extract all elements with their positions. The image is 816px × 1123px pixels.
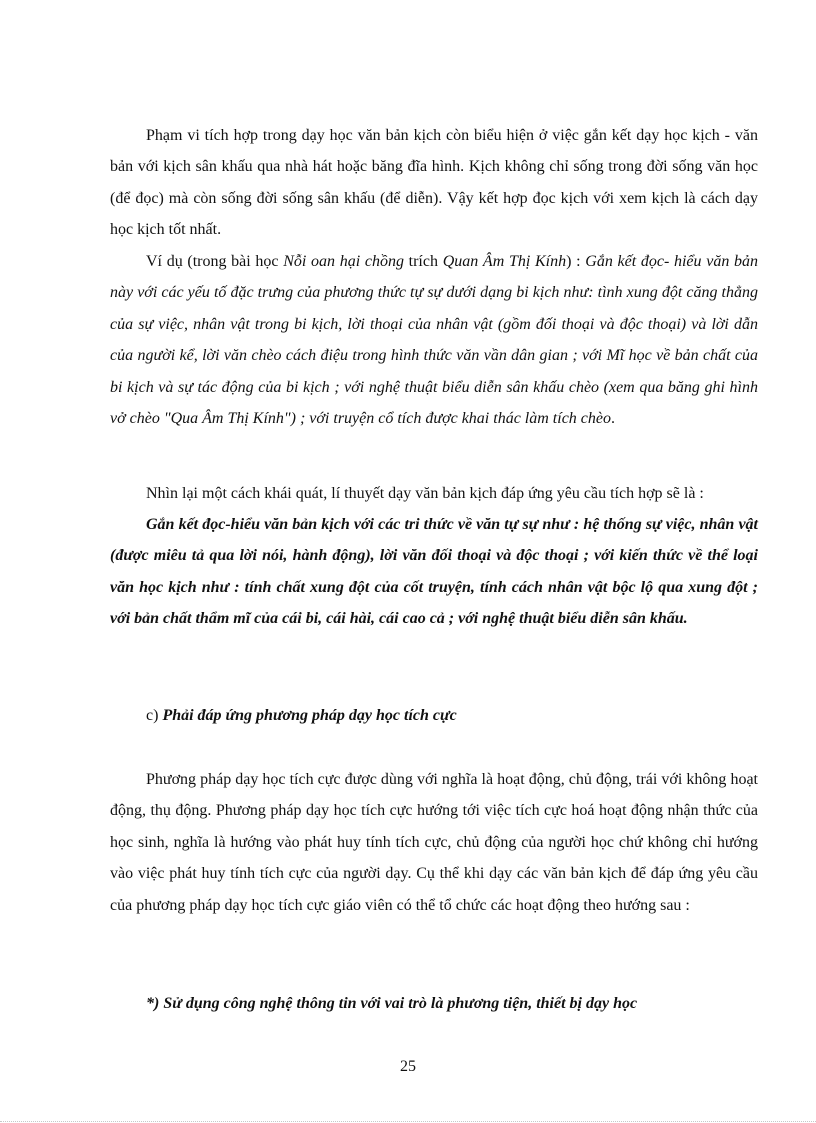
example-lead: Ví dụ (trong bài học — [146, 253, 284, 270]
example-title-quan-am: Quan Âm Thị Kính — [442, 253, 567, 270]
heading-it-usage — [146, 992, 637, 1016]
paragraph-summary-intro — [110, 478, 758, 509]
paragraph-integration-scope-text: Phạm vi tích hợp trong dạy học văn bản kịch còn biểu hiện ở việc gắn kết dạy học kịch - văn bản với kịch sân khấu qua nhà hát hoặc băng đĩa hình. Kịch không chỉ sống trong đời sống văn học (để đọc) mà còn sống đời sống sân khấu (để diễn). Vậy kết hợp đọc kịch với xem kịch là cách dạy học kịch tốt nhất. — [110, 127, 758, 239]
paragraph-summary-bold — [110, 509, 758, 635]
page-bottom-divider — [0, 1121, 816, 1122]
example-close: ) : — [566, 253, 586, 270]
paragraph-summary-bold-text: Gắn kết đọc-hiểu văn bản kịch với các tri thức về văn tự sự như : hệ thống sự việc, nhân vật (được miêu tả qua lời nói, hành động), lời văn đối thoại và độc thoại ; với kiến thức về thể loại văn học kịch như : tính chất xung đột của cốt truyện, tính cách nhân vật bộc lộ qua xung đột ; với bản chất thẩm mĩ của cái bi, cái hài, cái cao cả ; với nghệ thuật biểu diễn sân khấu. — [110, 516, 758, 628]
example-mid: trích — [403, 253, 443, 270]
paragraph-active-method — [110, 764, 758, 921]
paragraph-integration-scope — [110, 120, 758, 246]
paragraph-example — [110, 246, 758, 434]
example-title-noi-oan: Nỗi oan hại chồng — [283, 253, 404, 270]
example-italic-body: Gắn kết đọc- hiểu văn bản này với các yếu tố đặc trưng của phương thức tự sự dưới dạng bi kịch như: tình xung đột căng thẳng của sự việc, nhân vật trong bi kịch, lời thoại của nhân vật (gồm đối thoại và độc thoại) và lời dẫn của người kể, lời văn chèo cách điệu trong hình thức văn vần dân gian ; với Mĩ học về bản chất của bi kịch và sự tác động của bi kịch ; với nghệ thuật biểu diễn sân khấu chèo (xem qua băng ghi hình vở chèo "Qua Âm Thị Kính") ; với truyện cổ tích được khai thác làm tích chèo — [110, 253, 759, 428]
heading-c-text: Phải đáp ứng phương pháp dạy học tích cực — [162, 707, 457, 724]
heading-c — [146, 704, 457, 728]
example-end: . — [611, 410, 615, 428]
paragraph-active-method-text: Phương pháp dạy học tích cực được dùng với nghĩa là hoạt động, chủ động, trái với không hoạt động, thụ động. Phương pháp dạy học tích cực hướng tới việc tích cực hoá hoạt động nhận thức của học sinh, nghĩa là hướng vào phát huy tính tích cực, chủ động của người học chứ không chỉ hướng vào việc phát huy tính tích cực của người dạy. Cụ thể khi dạy các văn bản kịch để đáp ứng yêu cầu của phương pháp dạy học tích cực giáo viên có thể tổ chức các hoạt động theo hướng sau : — [110, 771, 758, 914]
heading-it-usage-text: *) Sử dụng công nghệ thông tin với vai trò là phương tiện, thiết bị dạy học — [146, 995, 638, 1012]
heading-c-prefix: c) — [146, 707, 163, 724]
paragraph-summary-intro-text: Nhìn lại một cách khái quát, lí thuyết dạy văn bản kịch đáp ứng yêu cầu tích hợp sẽ là : — [146, 485, 704, 502]
page-number: 25 — [400, 1058, 416, 1075]
